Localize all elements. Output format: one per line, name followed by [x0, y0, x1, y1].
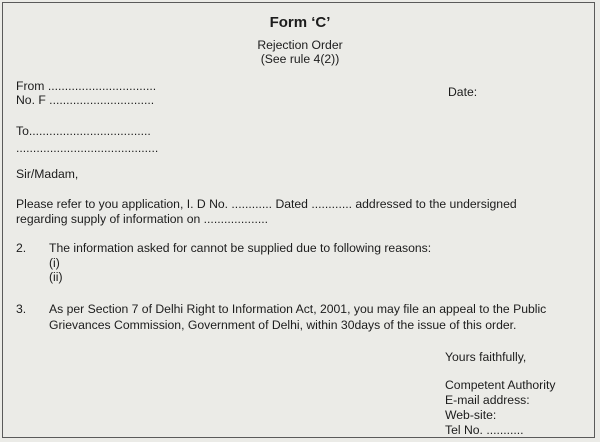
reference-paragraph-line-2: regarding supply of information on ...................	[16, 212, 268, 226]
reason-i-label: (i)	[49, 256, 60, 270]
item-2-number: 2.	[16, 241, 27, 255]
yours-faithfully: Yours faithfully,	[445, 350, 527, 364]
email-address-label: E-mail address:	[445, 393, 530, 407]
item-2-text: The information asked for cannot be supplied due to following reasons:	[49, 241, 432, 255]
form-subtitle: Rejection Order	[257, 38, 343, 52]
from-line: From ................................	[16, 79, 157, 93]
reason-ii-label: (ii)	[49, 270, 63, 284]
website-label: Web-site:	[445, 408, 497, 422]
date-label: Date:	[448, 85, 478, 99]
file-number-line: No. F ...............................	[16, 93, 155, 107]
to-line: To....................................	[16, 124, 151, 138]
form-title: Form ‘C’	[269, 14, 331, 31]
appeal-text-line-1: As per Section 7 of Delhi Right to Information Act, 2001, you may file an appeal to the Public	[49, 302, 547, 316]
item-3-number: 3.	[16, 302, 27, 316]
telephone-number-line: Tel No. ...........	[445, 423, 524, 437]
appeal-text-line-2: Grievances Commission, Government of Delhi, within 30days of the issue of this order.	[49, 318, 517, 332]
to-continuation-line: ..........................................	[16, 141, 159, 155]
competent-authority: Competent Authority	[445, 378, 556, 392]
form-rule-reference: (See rule 4(2))	[260, 52, 340, 66]
salutation: Sir/Madam,	[16, 167, 79, 181]
reference-paragraph-line-1: Please refer to you application, I. D No. ............ Dated ............ addressed to the undersigned	[16, 197, 517, 211]
